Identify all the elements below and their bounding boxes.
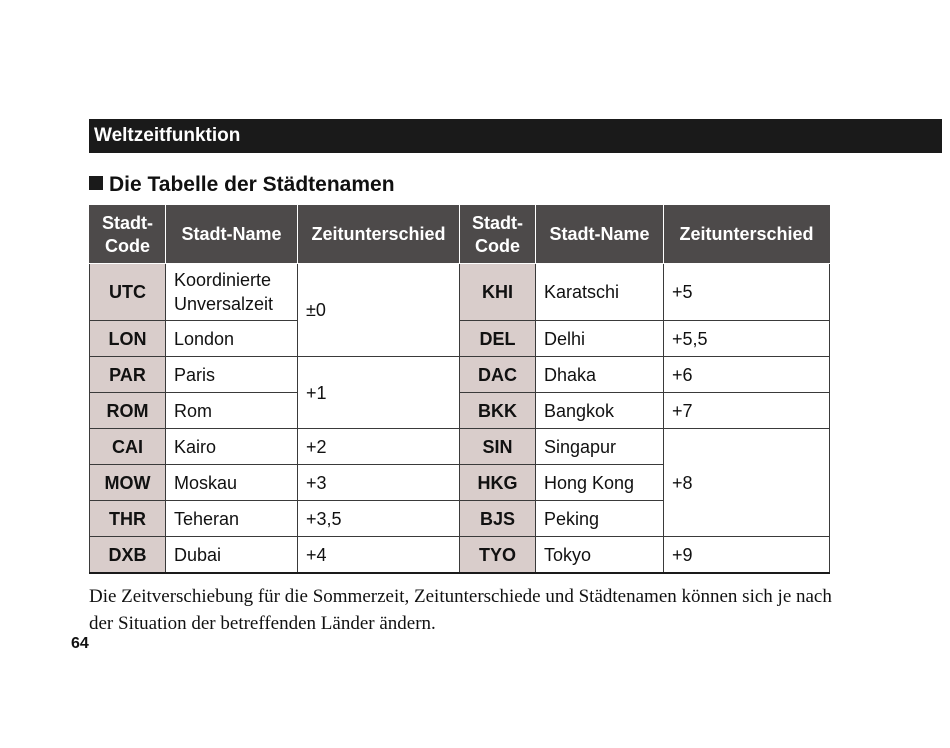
city-code: BKK — [460, 393, 536, 429]
city-code: UTC — [90, 264, 166, 321]
city-code: THR — [90, 501, 166, 537]
city-name: Bangkok — [536, 393, 664, 429]
city-name: Dubai — [166, 537, 298, 574]
column-header-city-name: Stadt-Name — [166, 206, 298, 264]
city-name: Moskau — [166, 465, 298, 501]
city-code: SIN — [460, 429, 536, 465]
city-name: Teheran — [166, 501, 298, 537]
city-name: London — [166, 321, 298, 357]
city-code: KHI — [460, 264, 536, 321]
square-bullet-icon — [89, 176, 103, 190]
chapter-header: Weltzeitfunktion — [89, 119, 942, 153]
table-row — [90, 321, 830, 357]
time-difference: +4 — [298, 537, 460, 574]
city-code: MOW — [90, 465, 166, 501]
table-row — [90, 429, 830, 465]
city-name: Koordinierte Unversalzeit — [166, 264, 298, 321]
column-header-time-difference: Zeitunterschied — [664, 206, 830, 264]
column-header-city-code: Stadt-Code — [90, 206, 166, 264]
city-name-table — [89, 205, 830, 574]
time-difference: +5,5 — [664, 321, 830, 357]
table-row — [90, 393, 830, 429]
city-code: PAR — [90, 357, 166, 393]
city-code: DXB — [90, 537, 166, 574]
city-code: ROM — [90, 393, 166, 429]
section-title-text: Die Tabelle der Städtenamen — [109, 173, 395, 196]
time-difference: +1 — [298, 357, 460, 429]
time-difference: +6 — [664, 357, 830, 393]
table-row — [90, 264, 830, 321]
time-difference: +9 — [664, 537, 830, 574]
city-name: Rom — [166, 393, 298, 429]
section-title — [89, 170, 395, 200]
time-difference: +2 — [298, 429, 460, 465]
city-code: DEL — [460, 321, 536, 357]
city-name: Delhi — [536, 321, 664, 357]
city-name: Dhaka — [536, 357, 664, 393]
city-code: LON — [90, 321, 166, 357]
time-difference: +7 — [664, 393, 830, 429]
city-code: TYO — [460, 537, 536, 574]
city-code: HKG — [460, 465, 536, 501]
city-code: BJS — [460, 501, 536, 537]
time-difference: +5 — [664, 264, 830, 321]
column-header-city-code: Stadt-Code — [460, 206, 536, 264]
footnote: Die Zeitverschiebung für die Sommerzeit, Zeitunterschiede und Städtenamen können sich je nach der Situation der betreffenden Länder ändern. — [89, 586, 832, 634]
table-row — [90, 537, 830, 574]
table-header-row — [90, 206, 830, 264]
city-name: Tokyo — [536, 537, 664, 574]
column-header-time-difference: Zeitunterschied — [298, 206, 460, 264]
time-difference: +3,5 — [298, 501, 460, 537]
city-name: Hong Kong — [536, 465, 664, 501]
city-name: Kairo — [166, 429, 298, 465]
time-difference: ±0 — [298, 264, 460, 357]
column-header-city-name: Stadt-Name — [536, 206, 664, 264]
city-name: Peking — [536, 501, 664, 537]
city-name: Singapur — [536, 429, 664, 465]
city-name: Karatschi — [536, 264, 664, 321]
city-name: Paris — [166, 357, 298, 393]
page-number: 64 — [71, 635, 89, 652]
table-row — [90, 357, 830, 393]
city-code: DAC — [460, 357, 536, 393]
city-code: CAI — [90, 429, 166, 465]
time-difference: +8 — [664, 429, 830, 537]
time-difference: +3 — [298, 465, 460, 501]
